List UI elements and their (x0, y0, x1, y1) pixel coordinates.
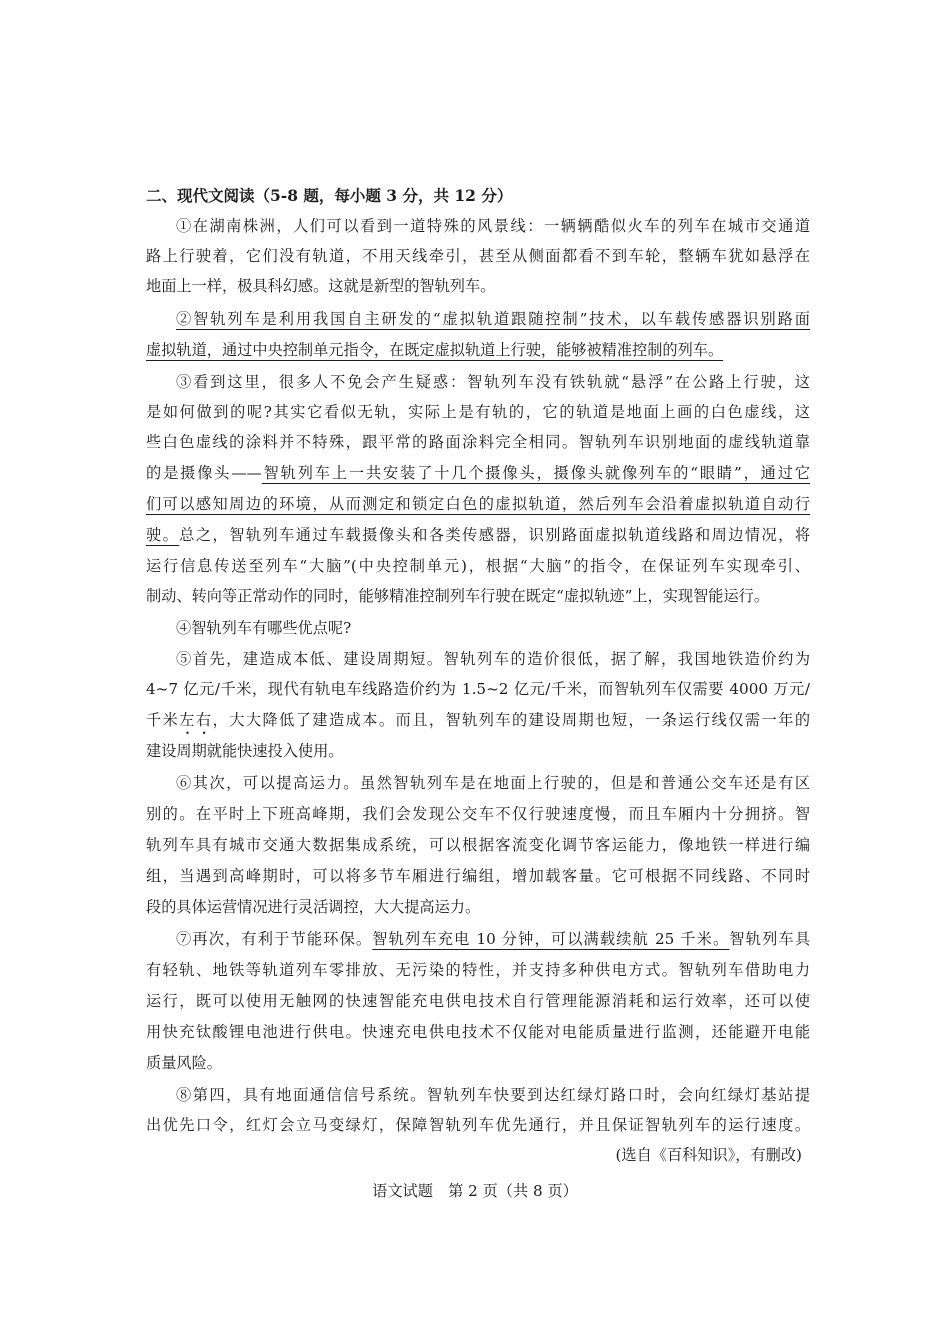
source-citation: (选自《百科知识》，有删改) (615, 1146, 802, 1164)
paragraph-3-line (146, 461, 810, 485)
page-footer: 语文试题 第 2 页（共 8 页） (372, 1182, 578, 1200)
paragraph-5-line: 建设周期就能快速投入使用。 (146, 742, 344, 760)
paragraph-3-line (146, 523, 810, 547)
text-segment: 千米 (146, 711, 180, 729)
section-heading: 二、现代文阅读（5-8 题，每小题 3 分，共 12 分） (146, 186, 513, 205)
paragraph-6-line: ⑥其次，可以提高运力。虽然智轨列车是在地面上行驶的，但是和普通公交车还是有区 (176, 774, 810, 792)
paragraph-1-line: 路上行驶着，它们没有轨道，不用天线牵引，甚至从侧面都看不到车轮，整辆车犹如悬浮在 (146, 247, 810, 265)
emphasized-word: 左右 (179, 711, 213, 729)
underlined-sentence: 驶。 (146, 526, 180, 544)
paragraph-2-line (176, 307, 810, 331)
paragraph-8-line: 出优先口令，红灯会立马变绿灯，保障智轨列车优先通行，并且保证智轨列车的运行速度。 (146, 1116, 810, 1134)
paragraph-5-line: ⑤首先，建造成本低、建设周期短。智轨列车的造价很低，据了解，我国地铁造价约为 (176, 650, 810, 668)
underlined-sentence: 智轨列车上一共安装了十几个摄像头，摄像头就像列车的“眼睛”，通过它 (261, 464, 811, 482)
underlined-sentence: 们可以感知周边的环境，从而测定和锁定白色的虚拟轨道，然后列车会沿着虚拟轨道自动行 (146, 495, 810, 513)
text-segment: 总之，智轨列车通过车载摄像头和各类传感器，识别路面虚拟轨道线路和周边情况，将 (179, 526, 811, 544)
paragraph-6-line: 段的具体运营情况进行灵活调控，大大提高运力。 (146, 898, 481, 916)
paragraph-3-line: 是如何做到的呢?其实它看似无轨，实际上是有轨的，它的轨道是地面上画的白色虚线，这 (146, 403, 810, 421)
paragraph-8-line: ⑧第四，具有地面通信信号系统。智轨列车快要到达红绿灯路口时，会向红绿灯基站提 (176, 1086, 810, 1104)
underlined-definition: 虚拟轨道，通过中央控制单元指令，在既定虚拟轨道上行驶，能够被精准控制的列车。 (146, 341, 724, 359)
paragraph-7-line: 有轻轨、地铁等轨道列车零排放、无污染的特性，并支持多种供电方式。智轨列车借助电力 (146, 961, 810, 979)
paragraph-7-line: 用快充钛酸锂电池进行供电。快速充电供电技术不仅能对电能质量进行监测，还能避开电能 (146, 1023, 810, 1041)
underlined-definition: ②智轨列车是利用我国自主研发的“虚拟轨道跟随控制”技术，以车载传感器识别路面 (176, 310, 810, 328)
paragraph-1-line: ①在湖南株洲，人们可以看到一道特殊的风景线：一辆辆酷似火车的列车在城市交通道 (176, 217, 810, 235)
paragraph-4-line: ④智轨列车有哪些优点呢? (176, 619, 352, 637)
paragraph-6-line: 别的。在平时上下班高峰期，我们会发现公交车不仅行驶速度慢，而且车厢内十分拥挤。智 (146, 805, 810, 823)
paragraph-3-line: 运行信息传送至列车“大脑”(中央控制单元)，根据“大脑”的指令，在保证列车实现牵引、 (146, 557, 810, 575)
underlined-sentence: 智轨列车充电 10 分钟，可以满载续航 25 千米。 (372, 930, 730, 948)
paragraph-7-line: 运行，既可以使用无触网的快速智能充电供电技术自行管理能源消耗和运行效率，还可以使 (146, 992, 810, 1010)
text-segment: 的是摄像头—— (146, 464, 262, 482)
paragraph-3-line (146, 492, 810, 516)
paragraph-5-line (146, 708, 810, 738)
text-segment: 智轨列车具 (729, 930, 811, 948)
text-segment: ⑦再次，有利于节能环保。 (176, 930, 373, 948)
paragraph-1-line: 地面上一样，极具科幻感。这就是新型的智轨列车。 (146, 277, 496, 295)
paragraph-6-line: 轨列车具有城市交通大数据集成系统，可以根据客流变化调节客运能力，像地铁一样进行编 (146, 836, 810, 854)
paragraph-7-line: 质量风险。 (146, 1054, 222, 1072)
paragraph-3-line: 些白色虚线的涂料并不特殊，跟平常的路面涂料完全相同。智轨列车识别地面的虚线轨道靠 (146, 433, 810, 451)
paragraph-3-line: ③看到这里，很多人不免会产生疑惑：智轨列车没有铁轨就“悬浮”在公路上行驶，这 (176, 373, 810, 391)
text-segment: ，大大降低了建造成本。而且，智轨列车的建设周期也短，一条运行线仅需一年的 (212, 711, 811, 729)
paragraph-5-line: 4~7 亿元/千米，现代有轨电车线路造价约为 1.5~2 亿元/千米，而智轨列车仅需要 4000 万元/ (146, 680, 810, 698)
paragraph-3-line: 制动、转向等正常动作的同时，能够精准控制列车行驶在既定“虚拟轨迹”上，实现智能运行。 (146, 587, 770, 605)
paragraph-6-line: 组，当遇到高峰期时，可以将多节车厢进行编组，增加载客量。它可根据不同线路、不同时 (146, 867, 810, 885)
paragraph-7-line (176, 927, 810, 951)
paragraph-2-line (146, 338, 810, 362)
